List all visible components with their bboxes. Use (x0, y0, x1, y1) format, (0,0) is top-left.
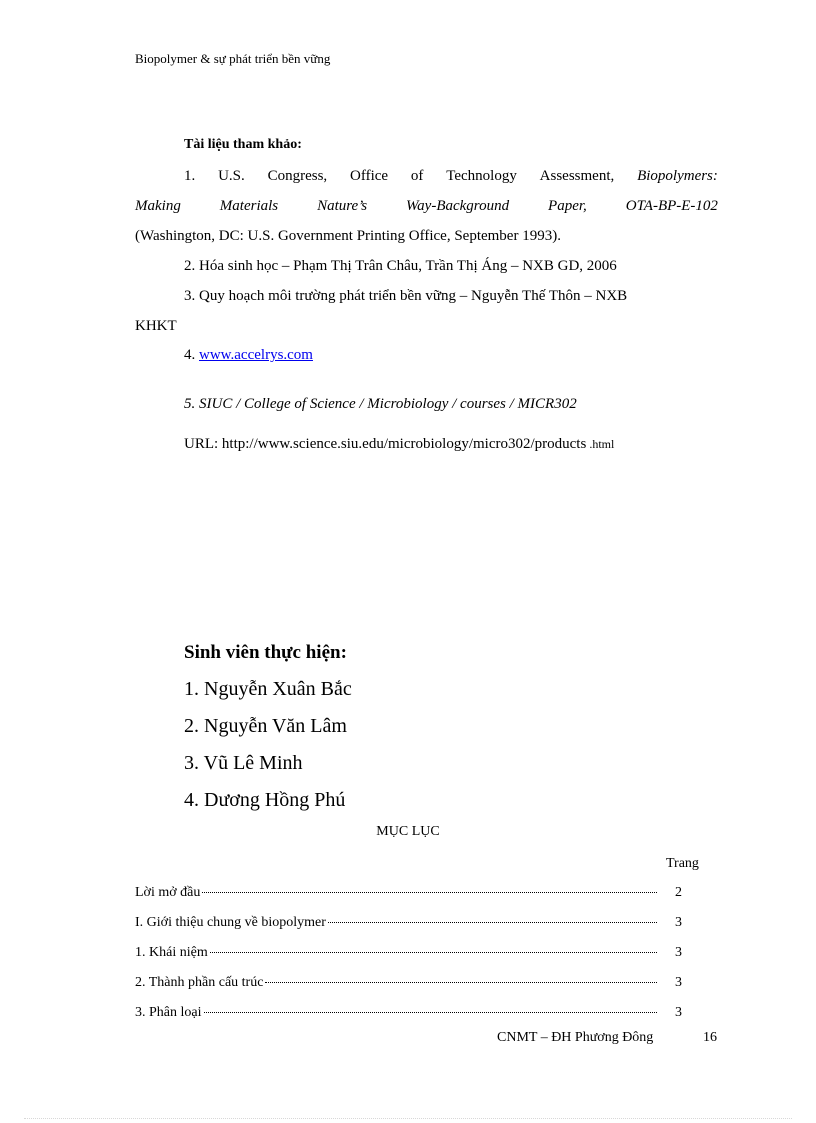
ref1-word: Nature’s (317, 198, 368, 214)
toc-entry-label: I. Giới thiệu chung về biopolymer (135, 915, 326, 930)
reference-3 (135, 281, 712, 341)
reference-1-line-2 (135, 191, 718, 221)
ref1-word: 1. (184, 168, 196, 184)
reference-url (184, 429, 614, 459)
toc-dot-leader (265, 982, 657, 983)
reference-3-line-1: 3. Quy hoạch môi trường phát triển bền vững – Nguyễn Thế Thôn – NXB (184, 288, 628, 304)
reference-5: 5. SIUC / College of Science / Microbiology / courses / MICR302 (184, 396, 577, 412)
ref1-word: of (410, 168, 424, 184)
toc-entry (135, 975, 657, 997)
ref1-word: Biopolymers: (637, 168, 718, 184)
toc-entry (135, 915, 657, 937)
toc-dot-leader (328, 922, 657, 923)
reference-1-line-3: (Washington, DC: U.S. Government Printing Office, September 1993). (135, 228, 561, 244)
toc-entry (135, 945, 657, 967)
toc-entry-label: Lời mở đầu (135, 885, 201, 900)
accelrys-link[interactable]: www.accelrys.com (199, 347, 313, 363)
toc-entry-page: 3 (675, 945, 682, 960)
toc-entry-page: 3 (675, 915, 682, 930)
reference-3-line-2: KHKT (135, 318, 177, 334)
references-title: Tài liệu tham khảo: (184, 137, 302, 152)
toc-entry (135, 1005, 657, 1027)
page-header: Biopolymer & sự phát triển bền vững (135, 51, 331, 66)
reference-url-main: URL: http://www.science.siu.edu/microbiology/micro302/products (184, 436, 587, 452)
student-name: 1. Nguyễn Xuân Bắc (184, 678, 352, 700)
students-title: Sinh viên thực hiện: (184, 642, 347, 663)
toc-dot-leader (210, 952, 657, 953)
toc-entry-page: 2 (675, 885, 682, 900)
toc-dot-leader (204, 1012, 658, 1013)
reference-2: 2. Hóa sinh học – Phạm Thị Trân Châu, Trần Thị Áng – NXB GD, 2006 (184, 258, 617, 274)
toc-page-label: Trang (666, 856, 699, 871)
toc-dot-leader (202, 892, 657, 893)
ref1-word: Materials (219, 198, 279, 214)
page-number: 16 (703, 1030, 717, 1045)
ref1-word: Office (350, 168, 389, 184)
ref1-word: OTA-BP-E-102 (625, 198, 718, 214)
ref1-word: Paper, (548, 198, 587, 214)
ref1-word: U.S. (218, 168, 245, 184)
reference-4-number: 4. (184, 347, 199, 363)
ref1-word: Technology (446, 168, 517, 184)
student-name: 3. Vũ Lê Minh (184, 752, 303, 774)
ref1-word: Way-Background (406, 198, 510, 214)
toc-title: MỤC LỤC (376, 824, 440, 839)
reference-1-line-1 (135, 161, 718, 191)
ref1-word: Congress, (267, 168, 328, 184)
reference-1 (135, 161, 718, 251)
student-name: 2. Nguyễn Văn Lâm (184, 715, 347, 737)
reference-4 (184, 340, 313, 370)
ref1-word: Assessment, (539, 168, 615, 184)
toc-entry (135, 885, 657, 907)
student-name: 4. Dương Hồng Phú (184, 789, 346, 811)
toc-entry-label: 3. Phân loại (135, 1005, 202, 1020)
ref1-word: Making (135, 198, 181, 214)
page-footer: CNMT – ĐH Phương Đông (497, 1030, 654, 1045)
toc-entry-label: 2. Thành phần cấu trúc (135, 975, 264, 990)
toc-entry-label: 1. Khái niệm (135, 945, 208, 960)
page-bottom-divider (24, 1118, 792, 1119)
toc-entry-page: 3 (675, 1005, 682, 1020)
toc-entry-page: 3 (675, 975, 682, 990)
reference-url-ext: .html (586, 437, 615, 451)
